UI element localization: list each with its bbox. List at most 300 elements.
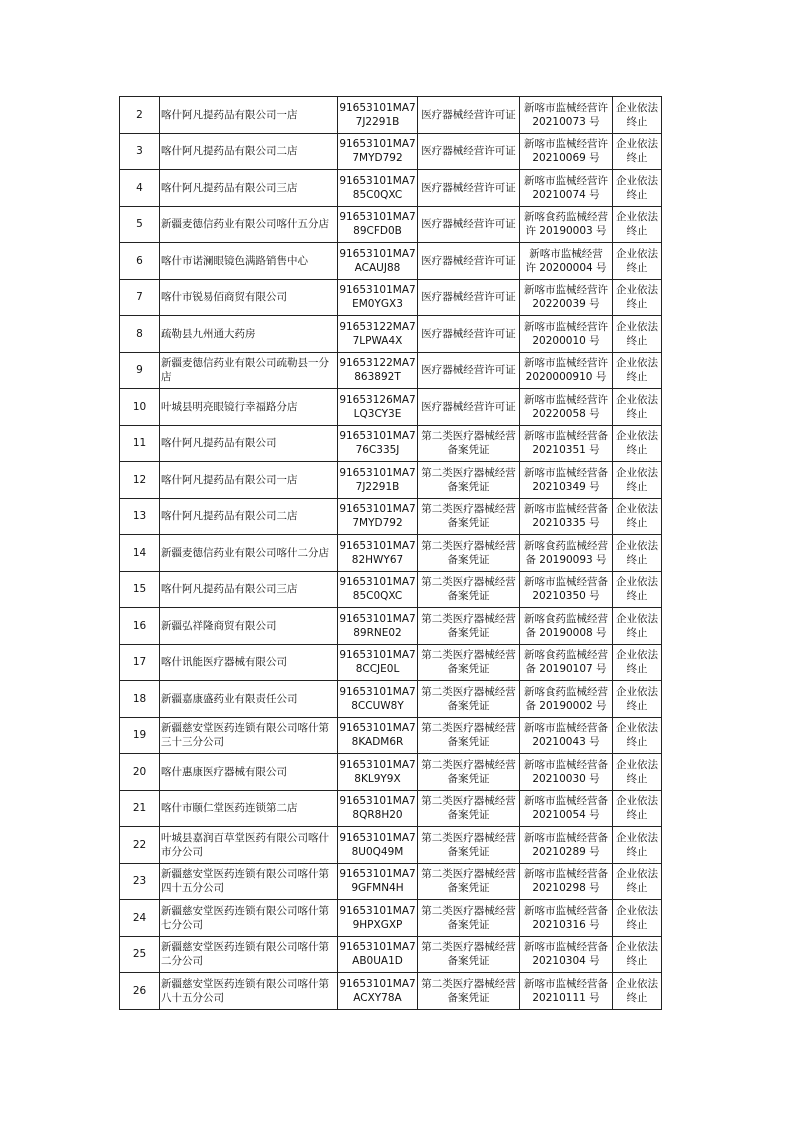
license-number bbox=[520, 279, 613, 316]
license-number bbox=[520, 827, 613, 864]
license-number-line2: 备 20190107 号 bbox=[525, 663, 607, 676]
status bbox=[613, 936, 662, 973]
license-table-body bbox=[120, 97, 662, 1010]
credit-code-line1: 91653126MA7 bbox=[339, 393, 416, 406]
license-number bbox=[520, 498, 613, 535]
license-type: 医疗器械经营许可证 bbox=[418, 243, 520, 280]
license-type: 第二类医疗器械经营备案凭证 bbox=[418, 535, 520, 572]
status-line1: 企业依法 bbox=[616, 685, 658, 698]
table-row bbox=[120, 681, 662, 718]
status bbox=[613, 644, 662, 681]
license-number-line1: 新喀食药监械经营 bbox=[524, 612, 608, 625]
license-number bbox=[520, 608, 613, 645]
row-number: 11 bbox=[120, 425, 160, 462]
license-type: 医疗器械经营许可证 bbox=[418, 316, 520, 353]
company-name: 疏勒县九州通大药房 bbox=[160, 316, 338, 353]
license-number-line1: 新喀市监械经营 bbox=[529, 247, 603, 260]
status-line1: 企业依法 bbox=[616, 466, 658, 479]
table-row bbox=[120, 389, 662, 426]
credit-code-line2: ACXY78A bbox=[353, 991, 402, 1004]
license-type: 第二类医疗器械经营备案凭证 bbox=[418, 827, 520, 864]
company-name: 新疆慈安堂医药连锁有限公司喀什第二分公司 bbox=[160, 936, 338, 973]
status bbox=[613, 681, 662, 718]
table-row bbox=[120, 790, 662, 827]
license-number-line1: 新喀市监械经营许 bbox=[524, 320, 608, 333]
credit-code bbox=[338, 352, 418, 389]
status bbox=[613, 279, 662, 316]
status-line1: 企业依法 bbox=[616, 138, 658, 151]
status-line1: 企业依法 bbox=[616, 211, 658, 224]
license-type: 第二类医疗器械经营备案凭证 bbox=[418, 863, 520, 900]
credit-code bbox=[338, 389, 418, 426]
license-number bbox=[520, 571, 613, 608]
company-name: 喀什市诺澜眼镜色满路销售中心 bbox=[160, 243, 338, 280]
table-row bbox=[120, 243, 662, 280]
credit-code-line2: 7MYD792 bbox=[352, 517, 403, 530]
table-row bbox=[120, 97, 662, 134]
table-row bbox=[120, 316, 662, 353]
credit-code bbox=[338, 316, 418, 353]
credit-code-line1: 91653101MA7 bbox=[339, 831, 416, 844]
status-line2: 终止 bbox=[626, 371, 648, 384]
credit-code bbox=[338, 900, 418, 937]
credit-code-line2: 9GFMN4H bbox=[351, 882, 404, 895]
license-number-line1: 新喀市监械经营备 bbox=[524, 977, 608, 990]
license-number-line2: 20210111 号 bbox=[532, 991, 600, 1004]
company-name: 喀什讯能医疗器械有限公司 bbox=[160, 644, 338, 681]
credit-code-line1: 91653101MA7 bbox=[339, 503, 416, 516]
table-row bbox=[120, 644, 662, 681]
row-number: 14 bbox=[120, 535, 160, 572]
license-number bbox=[520, 243, 613, 280]
license-type: 第二类医疗器械经营备案凭证 bbox=[418, 973, 520, 1010]
credit-code bbox=[338, 936, 418, 973]
license-number-line2: 20220039 号 bbox=[532, 298, 600, 311]
status bbox=[613, 316, 662, 353]
status bbox=[613, 389, 662, 426]
credit-code bbox=[338, 973, 418, 1010]
license-type: 医疗器械经营许可证 bbox=[418, 352, 520, 389]
license-number-line1: 新喀食药监械经营 bbox=[524, 539, 608, 552]
status-line2: 终止 bbox=[626, 626, 648, 639]
row-number: 13 bbox=[120, 498, 160, 535]
license-number-line2: 20210073 号 bbox=[532, 115, 600, 128]
license-number-line1: 新喀食药监械经营 bbox=[524, 211, 608, 224]
status-line1: 企业依法 bbox=[616, 831, 658, 844]
license-number-line2: 20210289 号 bbox=[532, 845, 600, 858]
status-line1: 企业依法 bbox=[616, 649, 658, 662]
license-number-line2: 许 20200004 号 bbox=[525, 261, 607, 274]
license-number-line1: 新喀食药监械经营 bbox=[524, 649, 608, 662]
table-row bbox=[120, 462, 662, 499]
credit-code-line2: ACAUJ88 bbox=[354, 261, 401, 274]
status-line1: 企业依法 bbox=[616, 795, 658, 808]
status bbox=[613, 498, 662, 535]
status bbox=[613, 352, 662, 389]
license-number-line2: 20210054 号 bbox=[532, 809, 600, 822]
row-number: 16 bbox=[120, 608, 160, 645]
credit-code bbox=[338, 827, 418, 864]
license-number bbox=[520, 936, 613, 973]
credit-code-line2: 7LPWA4X bbox=[352, 334, 403, 347]
row-number: 19 bbox=[120, 717, 160, 754]
row-number: 21 bbox=[120, 790, 160, 827]
credit-code-line2: 85C0QXC bbox=[352, 188, 403, 201]
license-type: 第二类医疗器械经营备案凭证 bbox=[418, 425, 520, 462]
license-type: 第二类医疗器械经营备案凭证 bbox=[418, 644, 520, 681]
status-line2: 终止 bbox=[626, 152, 648, 165]
status-line2: 终止 bbox=[626, 882, 648, 895]
credit-code-line2: 9HPXGXP bbox=[352, 918, 403, 931]
credit-code-line1: 91653101MA7 bbox=[339, 284, 416, 297]
credit-code-line1: 91653101MA7 bbox=[339, 576, 416, 589]
company-name: 喀什阿凡提药品有限公司一店 bbox=[160, 462, 338, 499]
credit-code bbox=[338, 535, 418, 572]
row-number: 2 bbox=[120, 97, 160, 134]
status-line2: 终止 bbox=[626, 517, 648, 530]
license-number bbox=[520, 316, 613, 353]
status bbox=[613, 608, 662, 645]
status bbox=[613, 206, 662, 243]
company-name: 喀什市颐仁堂医药连锁第二店 bbox=[160, 790, 338, 827]
credit-code-line1: 91653101MA7 bbox=[339, 941, 416, 954]
status-line2: 终止 bbox=[626, 590, 648, 603]
credit-code bbox=[338, 97, 418, 134]
company-name: 喀什阿凡提药品有限公司三店 bbox=[160, 170, 338, 207]
status-line1: 企业依法 bbox=[616, 868, 658, 881]
license-number-line1: 新喀市监械经营备 bbox=[524, 758, 608, 771]
table-row bbox=[120, 863, 662, 900]
credit-code bbox=[338, 206, 418, 243]
credit-code-line1: 91653101MA7 bbox=[339, 430, 416, 443]
license-type: 医疗器械经营许可证 bbox=[418, 389, 520, 426]
credit-code-line1: 91653101MA7 bbox=[339, 612, 416, 625]
credit-code-line2: 89RNE02 bbox=[353, 626, 402, 639]
license-number-line2: 20210074 号 bbox=[532, 188, 600, 201]
license-type: 第二类医疗器械经营备案凭证 bbox=[418, 608, 520, 645]
license-number bbox=[520, 352, 613, 389]
status bbox=[613, 97, 662, 134]
license-number bbox=[520, 97, 613, 134]
license-table bbox=[119, 96, 662, 1010]
row-number: 8 bbox=[120, 316, 160, 353]
company-name: 喀什阿凡提药品有限公司二店 bbox=[160, 133, 338, 170]
license-type: 第二类医疗器械经营备案凭证 bbox=[418, 462, 520, 499]
license-number-line1: 新喀市监械经营许 bbox=[524, 357, 608, 370]
license-number-line2: 20210043 号 bbox=[532, 736, 600, 749]
license-number bbox=[520, 681, 613, 718]
status-line1: 企业依法 bbox=[616, 503, 658, 516]
credit-code bbox=[338, 279, 418, 316]
status-line2: 终止 bbox=[626, 991, 648, 1004]
credit-code bbox=[338, 644, 418, 681]
license-number-line1: 新喀市监械经营备 bbox=[524, 904, 608, 917]
credit-code-line1: 91653101MA7 bbox=[339, 138, 416, 151]
credit-code-line2: 8KL9Y9X bbox=[354, 772, 401, 785]
company-name: 新疆慈安堂医药连锁有限公司喀什第七分公司 bbox=[160, 900, 338, 937]
status bbox=[613, 170, 662, 207]
status-line1: 企业依法 bbox=[616, 977, 658, 990]
license-number bbox=[520, 900, 613, 937]
table-row bbox=[120, 279, 662, 316]
status-line2: 终止 bbox=[626, 225, 648, 238]
row-number: 9 bbox=[120, 352, 160, 389]
license-type: 第二类医疗器械经营备案凭证 bbox=[418, 936, 520, 973]
license-number bbox=[520, 462, 613, 499]
license-type: 医疗器械经营许可证 bbox=[418, 133, 520, 170]
status bbox=[613, 535, 662, 572]
status-line1: 企业依法 bbox=[616, 539, 658, 552]
company-name: 新疆弘祥隆商贸有限公司 bbox=[160, 608, 338, 645]
credit-code-line2: 8QR8H20 bbox=[352, 809, 403, 822]
row-number: 25 bbox=[120, 936, 160, 973]
license-number-line1: 新喀市监械经营备 bbox=[524, 430, 608, 443]
credit-code bbox=[338, 170, 418, 207]
credit-code-line2: AB0UA1D bbox=[352, 955, 403, 968]
license-number-line1: 新喀市监械经营备 bbox=[524, 466, 608, 479]
status bbox=[613, 243, 662, 280]
status-line1: 企业依法 bbox=[616, 430, 658, 443]
row-number: 3 bbox=[120, 133, 160, 170]
status bbox=[613, 863, 662, 900]
status-line2: 终止 bbox=[626, 334, 648, 347]
license-type: 第二类医疗器械经营备案凭证 bbox=[418, 900, 520, 937]
credit-code-line1: 91653101MA7 bbox=[339, 758, 416, 771]
table-row bbox=[120, 498, 662, 535]
license-type: 第二类医疗器械经营备案凭证 bbox=[418, 681, 520, 718]
company-name: 新疆慈安堂医药连锁有限公司喀什第三十三分公司 bbox=[160, 717, 338, 754]
status bbox=[613, 973, 662, 1010]
table-row bbox=[120, 754, 662, 791]
credit-code-line1: 91653101MA7 bbox=[339, 722, 416, 735]
license-number-line2: 20210349 号 bbox=[532, 480, 600, 493]
credit-code-line2: 89CFD0B bbox=[353, 225, 402, 238]
status-line1: 企业依法 bbox=[616, 320, 658, 333]
status bbox=[613, 790, 662, 827]
status-line2: 终止 bbox=[626, 663, 648, 676]
credit-code-line2: EM0YGX3 bbox=[352, 298, 403, 311]
table-row bbox=[120, 973, 662, 1010]
company-name: 喀什阿凡提药品有限公司 bbox=[160, 425, 338, 462]
table-row bbox=[120, 608, 662, 645]
company-name: 喀什阿凡提药品有限公司一店 bbox=[160, 97, 338, 134]
credit-code-line2: 8KADM6R bbox=[351, 736, 404, 749]
license-number-line2: 20210350 号 bbox=[532, 590, 600, 603]
status-line2: 终止 bbox=[626, 188, 648, 201]
license-number-line2: 备 20190002 号 bbox=[525, 699, 607, 712]
credit-code-line1: 91653101MA7 bbox=[339, 174, 416, 187]
company-name: 喀什市锐易佰商贸有限公司 bbox=[160, 279, 338, 316]
license-type: 医疗器械经营许可证 bbox=[418, 97, 520, 134]
license-number-line2: 20210030 号 bbox=[532, 772, 600, 785]
credit-code-line2: LQ3CY3E bbox=[353, 407, 402, 420]
row-number: 23 bbox=[120, 863, 160, 900]
row-number: 10 bbox=[120, 389, 160, 426]
credit-code bbox=[338, 608, 418, 645]
credit-code bbox=[338, 243, 418, 280]
license-number bbox=[520, 133, 613, 170]
row-number: 17 bbox=[120, 644, 160, 681]
license-number-line2: 20210351 号 bbox=[532, 444, 600, 457]
license-number-line1: 新喀市监械经营许 bbox=[524, 174, 608, 187]
credit-code bbox=[338, 133, 418, 170]
credit-code-line1: 91653122MA7 bbox=[339, 357, 416, 370]
credit-code-line1: 91653122MA7 bbox=[339, 320, 416, 333]
license-type: 第二类医疗器械经营备案凭证 bbox=[418, 717, 520, 754]
row-number: 4 bbox=[120, 170, 160, 207]
status-line1: 企业依法 bbox=[616, 284, 658, 297]
row-number: 20 bbox=[120, 754, 160, 791]
credit-code-line2: 8CCUW8Y bbox=[351, 699, 404, 712]
row-number: 26 bbox=[120, 973, 160, 1010]
credit-code-line2: 76C335J bbox=[355, 444, 400, 457]
status-line1: 企业依法 bbox=[616, 247, 658, 260]
company-name: 新疆麦德信药业有限公司喀什五分店 bbox=[160, 206, 338, 243]
credit-code-line1: 91653101MA7 bbox=[339, 904, 416, 917]
status-line2: 终止 bbox=[626, 407, 648, 420]
credit-code bbox=[338, 790, 418, 827]
status-line2: 终止 bbox=[626, 736, 648, 749]
license-number bbox=[520, 754, 613, 791]
license-number bbox=[520, 535, 613, 572]
table-row bbox=[120, 425, 662, 462]
credit-code-line1: 91653101MA7 bbox=[339, 977, 416, 990]
credit-code-line2: 85C0QXC bbox=[352, 590, 403, 603]
status bbox=[613, 754, 662, 791]
status bbox=[613, 133, 662, 170]
credit-code bbox=[338, 754, 418, 791]
license-number-line1: 新喀市监械经营许 bbox=[524, 284, 608, 297]
status bbox=[613, 717, 662, 754]
credit-code bbox=[338, 462, 418, 499]
license-number-line2: 20220058 号 bbox=[532, 407, 600, 420]
license-number bbox=[520, 206, 613, 243]
license-type: 医疗器械经营许可证 bbox=[418, 279, 520, 316]
table-row bbox=[120, 133, 662, 170]
license-number bbox=[520, 425, 613, 462]
credit-code-line2: 82HWY67 bbox=[351, 553, 404, 566]
license-number-line1: 新喀市监械经营备 bbox=[524, 831, 608, 844]
license-number-line2: 许 20190003 号 bbox=[525, 225, 607, 238]
table-row bbox=[120, 206, 662, 243]
credit-code bbox=[338, 571, 418, 608]
license-number-line1: 新喀市监械经营备 bbox=[524, 503, 608, 516]
status-line2: 终止 bbox=[626, 115, 648, 128]
row-number: 18 bbox=[120, 681, 160, 718]
license-number-line2: 20200010 号 bbox=[532, 334, 600, 347]
company-name: 喀什惠康医疗器械有限公司 bbox=[160, 754, 338, 791]
status-line1: 企业依法 bbox=[616, 576, 658, 589]
status-line1: 企业依法 bbox=[616, 758, 658, 771]
license-type: 医疗器械经营许可证 bbox=[418, 206, 520, 243]
status-line1: 企业依法 bbox=[616, 393, 658, 406]
credit-code bbox=[338, 681, 418, 718]
credit-code bbox=[338, 498, 418, 535]
credit-code-line1: 91653101MA7 bbox=[339, 247, 416, 260]
credit-code-line1: 91653101MA7 bbox=[339, 649, 416, 662]
license-number bbox=[520, 973, 613, 1010]
credit-code-line2: 7J2291B bbox=[355, 480, 400, 493]
license-number bbox=[520, 717, 613, 754]
table-row bbox=[120, 352, 662, 389]
license-number-line1: 新喀市监械经营备 bbox=[524, 722, 608, 735]
status-line2: 终止 bbox=[626, 772, 648, 785]
table-row bbox=[120, 170, 662, 207]
status-line2: 终止 bbox=[626, 845, 648, 858]
license-number-line2: 备 20190093 号 bbox=[525, 553, 607, 566]
status-line2: 终止 bbox=[626, 955, 648, 968]
credit-code-line1: 91653101MA7 bbox=[339, 466, 416, 479]
license-number-line1: 新喀食药监械经营 bbox=[524, 685, 608, 698]
credit-code-line1: 91653101MA7 bbox=[339, 211, 416, 224]
license-number-line1: 新喀市监械经营备 bbox=[524, 941, 608, 954]
license-type: 第二类医疗器械经营备案凭证 bbox=[418, 498, 520, 535]
credit-code-line2: 7J2291B bbox=[355, 115, 400, 128]
table-row bbox=[120, 717, 662, 754]
license-number-line1: 新喀市监械经营备 bbox=[524, 868, 608, 881]
company-name: 新疆嘉康盛药业有限责任公司 bbox=[160, 681, 338, 718]
credit-code-line1: 91653101MA7 bbox=[339, 795, 416, 808]
license-type: 第二类医疗器械经营备案凭证 bbox=[418, 571, 520, 608]
table-row bbox=[120, 827, 662, 864]
row-number: 6 bbox=[120, 243, 160, 280]
license-number-line1: 新喀市监械经营备 bbox=[524, 576, 608, 589]
license-type: 第二类医疗器械经营备案凭证 bbox=[418, 790, 520, 827]
license-number-line1: 新喀市监械经营备 bbox=[524, 795, 608, 808]
status-line1: 企业依法 bbox=[616, 612, 658, 625]
license-number bbox=[520, 389, 613, 426]
status-line1: 企业依法 bbox=[616, 941, 658, 954]
credit-code-line1: 91653101MA7 bbox=[339, 868, 416, 881]
license-number-line2: 2020000910 号 bbox=[525, 371, 607, 384]
credit-code bbox=[338, 717, 418, 754]
credit-code-line2: 7MYD792 bbox=[352, 152, 403, 165]
status bbox=[613, 462, 662, 499]
table-row bbox=[120, 571, 662, 608]
credit-code-line2: 8CCJE0L bbox=[355, 663, 400, 676]
status-line1: 企业依法 bbox=[616, 101, 658, 114]
table-row bbox=[120, 900, 662, 937]
status bbox=[613, 425, 662, 462]
row-number: 12 bbox=[120, 462, 160, 499]
status-line2: 终止 bbox=[626, 918, 648, 931]
table-row bbox=[120, 535, 662, 572]
company-name: 新疆慈安堂医药连锁有限公司喀什第八十五分公司 bbox=[160, 973, 338, 1010]
row-number: 24 bbox=[120, 900, 160, 937]
license-number bbox=[520, 170, 613, 207]
row-number: 7 bbox=[120, 279, 160, 316]
license-number bbox=[520, 863, 613, 900]
status bbox=[613, 900, 662, 937]
credit-code-line1: 91653101MA7 bbox=[339, 539, 416, 552]
license-number-line2: 20210298 号 bbox=[532, 882, 600, 895]
license-number-line1: 新喀市监械经营许 bbox=[524, 393, 608, 406]
license-number-line2: 20210304 号 bbox=[532, 955, 600, 968]
company-name: 叶城县明亮眼镜行幸福路分店 bbox=[160, 389, 338, 426]
license-number-line1: 新喀市监械经营许 bbox=[524, 101, 608, 114]
credit-code-line1: 91653101MA7 bbox=[339, 101, 416, 114]
license-number bbox=[520, 790, 613, 827]
row-number: 22 bbox=[120, 827, 160, 864]
status-line2: 终止 bbox=[626, 699, 648, 712]
company-name: 新疆麦德信药业有限公司喀什二分店 bbox=[160, 535, 338, 572]
company-name: 新疆麦德信药业有限公司疏勒县一分店 bbox=[160, 352, 338, 389]
license-type: 第二类医疗器械经营备案凭证 bbox=[418, 754, 520, 791]
status-line1: 企业依法 bbox=[616, 722, 658, 735]
license-type: 医疗器械经营许可证 bbox=[418, 170, 520, 207]
status-line2: 终止 bbox=[626, 298, 648, 311]
company-name: 喀什阿凡提药品有限公司二店 bbox=[160, 498, 338, 535]
